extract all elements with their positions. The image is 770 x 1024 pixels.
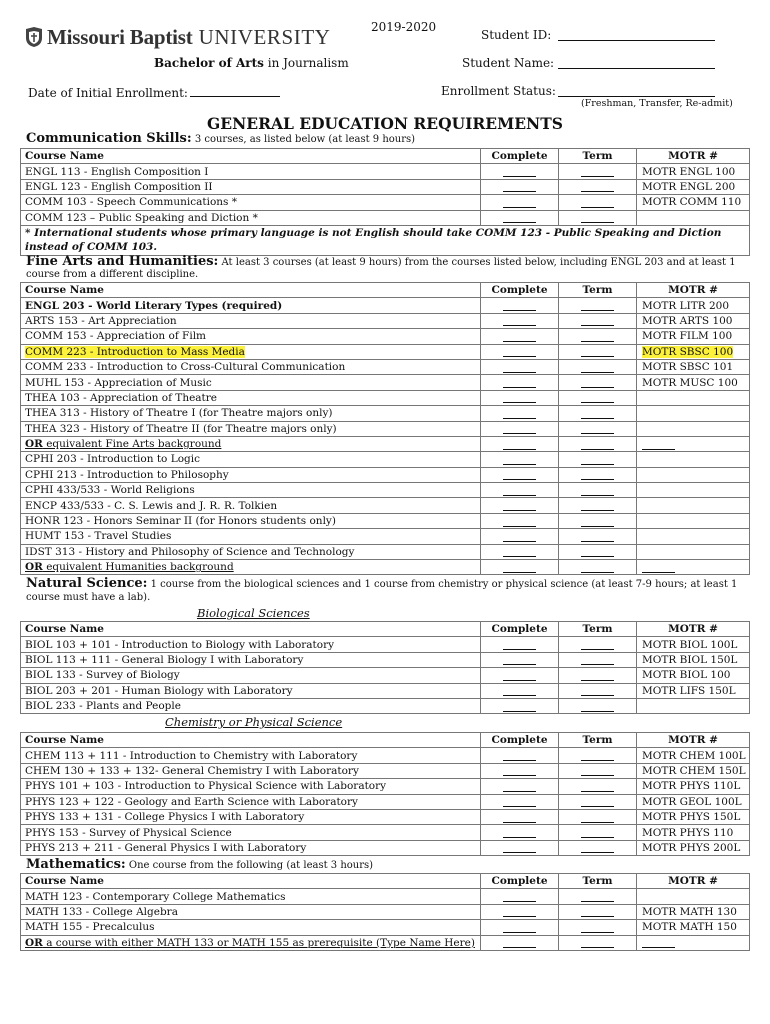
motr-cell [637, 210, 750, 225]
complete-cell[interactable] [481, 513, 559, 528]
complete-cell[interactable] [481, 359, 559, 374]
fine-arts-title: Fine Arts and Humanities: [26, 254, 219, 269]
complete-cell[interactable] [481, 825, 559, 840]
motr-cell: MOTR BIOL 100L [637, 637, 750, 652]
table-row [21, 763, 750, 778]
table-row [21, 375, 750, 390]
university-seal-icon [24, 26, 44, 48]
course-name: PHYS 123 + 122 - Geology and Earth Science with Laboratory [21, 794, 481, 809]
term-cell[interactable] [559, 179, 637, 194]
term-cell[interactable] [559, 529, 637, 544]
mathematics-table [20, 873, 750, 951]
table-row [21, 498, 750, 513]
complete-cell[interactable] [481, 179, 559, 194]
complete-cell[interactable] [481, 436, 559, 451]
motr-cell: MOTR ENGL 100 [637, 164, 750, 179]
course-name: COMM 123 – Public Speaking and Diction * [21, 210, 481, 225]
term-cell[interactable] [559, 779, 637, 794]
table-row [21, 840, 750, 855]
motr-cell: MOTR BIOL 150L [637, 652, 750, 667]
fine-arts-section-title [26, 254, 736, 269]
table-row [21, 313, 750, 328]
degree-bold: Bachelor of Arts [154, 56, 264, 70]
complete-cell[interactable] [481, 195, 559, 210]
course-name: BIOL 133 - Survey of Biology [21, 668, 481, 683]
header-motr: MOTR # [637, 149, 750, 164]
motr-cell: MOTR BIOL 100 [637, 668, 750, 683]
term-cell[interactable] [559, 652, 637, 667]
communication-section-title [26, 131, 415, 146]
or-option-text: equivalent Humanities background [42, 561, 234, 574]
term-cell[interactable] [559, 544, 637, 559]
term-cell[interactable] [559, 904, 637, 919]
course-name: BIOL 203 + 201 - Human Biology with Laboratory [21, 683, 481, 698]
term-cell[interactable] [559, 513, 637, 528]
term-cell[interactable] [559, 313, 637, 328]
biology-table [20, 621, 750, 714]
complete-cell[interactable] [481, 529, 559, 544]
complete-cell[interactable] [481, 698, 559, 713]
or-text: OR [25, 936, 43, 949]
course-name: CHEM 130 + 133 + 132- General Chemistry I with Laboratory [21, 763, 481, 778]
header-course: Course Name [21, 733, 481, 748]
course-name: PHYS 101 + 103 - Introduction to Physical Science with Laboratory [21, 779, 481, 794]
logo-text-university: UNIVERSITY [198, 24, 331, 49]
motr-cell: MOTR PHYS 110 [637, 825, 750, 840]
term-cell[interactable] [559, 889, 637, 904]
initial-enrollment-label: Date of Initial Enrollment: [28, 86, 188, 100]
mathematics-desc: One course from the following (at least 3 hours) [125, 860, 374, 871]
table-row [21, 683, 750, 698]
course-name: HONR 123 - Honors Seminar II (for Honors students only) [21, 513, 481, 528]
enrollment-status-label: Enrollment Status: [441, 84, 556, 98]
biological-sciences-heading: Biological Sciences [197, 606, 310, 620]
note-line-1: * International students whose primary language is not English should take COMM 123 - Public Speaking and Diction [25, 227, 722, 240]
header-complete: Complete [481, 733, 559, 748]
or-option-text: equivalent Fine Arts background [42, 438, 222, 451]
course-name: ENGL 123 - English Composition II [21, 179, 481, 194]
term-cell[interactable] [559, 809, 637, 824]
fine-arts-desc-cont: course from a different discipline. [26, 269, 199, 280]
course-name: ARTS 153 - Art Appreciation [21, 313, 481, 328]
table-row [21, 164, 750, 179]
complete-cell[interactable] [481, 935, 559, 950]
international-note [21, 225, 750, 255]
table-row [21, 513, 750, 528]
header-complete: Complete [481, 622, 559, 637]
table-row [21, 210, 750, 225]
highlighted-course-text: COMM 223 - Introduction to Mass Media [25, 345, 245, 358]
natural-science-desc: 1 course from the biological sciences and 1 course from chemistry or physical science (at least 7-9 hours; at least 1 [147, 579, 738, 590]
mathematics-title: Mathematics: [26, 857, 126, 872]
motr-cell: MOTR GEOL 100L [637, 794, 750, 809]
complete-cell[interactable] [481, 375, 559, 390]
motr-cell: MOTR PHYS 200L [637, 840, 750, 855]
table-row [21, 889, 750, 904]
course-name: HUMT 153 - Travel Studies [21, 529, 481, 544]
natural-science-desc-cont: course must have a lab). [26, 592, 151, 603]
motr-cell [637, 452, 750, 467]
motr-cell [637, 498, 750, 513]
complete-cell[interactable] [481, 904, 559, 919]
header-complete: Complete [481, 283, 559, 298]
course-name: ENGL 113 - English Composition I [21, 164, 481, 179]
term-cell[interactable] [559, 164, 637, 179]
course-name: THEA 103 - Appreciation of Theatre [21, 390, 481, 405]
complete-cell[interactable] [481, 344, 559, 359]
motr-cell: MOTR LIFS 150L [637, 683, 750, 698]
table-row [21, 406, 750, 421]
complete-cell[interactable] [481, 406, 559, 421]
motr-cell [637, 421, 750, 436]
course-name: COMM 153 - Appreciation of Film [21, 329, 481, 344]
header-complete: Complete [481, 874, 559, 889]
table-row [21, 920, 750, 935]
complete-cell[interactable] [481, 668, 559, 683]
term-cell[interactable] [559, 467, 637, 482]
initial-enrollment-field[interactable] [190, 84, 280, 97]
motr-cell: MOTR COMM 110 [637, 195, 750, 210]
complete-cell[interactable] [481, 329, 559, 344]
course-name: MUHL 153 - Appreciation of Music [21, 375, 481, 390]
table-row [21, 179, 750, 194]
header-course: Course Name [21, 874, 481, 889]
motr-cell [637, 529, 750, 544]
complete-cell[interactable] [481, 889, 559, 904]
motr-cell [637, 889, 750, 904]
header-motr: MOTR # [637, 283, 750, 298]
complete-cell[interactable] [481, 779, 559, 794]
course-name: THEA 313 - History of Theatre I (for Theatre majors only) [21, 406, 481, 421]
communication-table [20, 148, 750, 256]
course-name: CPHI 213 - Introduction to Philosophy [21, 467, 481, 482]
motr-cell: MOTR MATH 130 [637, 904, 750, 919]
student-name-label: Student Name: [462, 56, 555, 70]
table-row [21, 904, 750, 919]
motr-cell: MOTR PHYS 110L [637, 779, 750, 794]
or-mathematics [21, 935, 481, 950]
course-name-highlighted [21, 344, 481, 359]
note-line-2: instead of COMM 103. [25, 241, 158, 254]
complete-cell[interactable] [481, 298, 559, 313]
table-row [21, 560, 750, 575]
table-header-row [21, 149, 750, 164]
course-name: PHYS 133 + 131 - College Physics I with Laboratory [21, 809, 481, 824]
term-cell[interactable] [559, 698, 637, 713]
table-row [21, 452, 750, 467]
motr-cell [637, 406, 750, 421]
table-row [21, 825, 750, 840]
enrollment-status-hint: (Freshman, Transfer, Re-admit) [581, 98, 733, 109]
table-row [21, 779, 750, 794]
term-cell[interactable] [559, 763, 637, 778]
table-row [21, 748, 750, 763]
communication-desc: 3 courses, as listed below (at least 9 hours) [191, 134, 416, 145]
table-row [21, 668, 750, 683]
term-cell[interactable] [559, 840, 637, 855]
term-cell[interactable] [559, 436, 637, 451]
term-cell[interactable] [559, 560, 637, 575]
or-option-text: a course with either MATH 133 or MATH 155 as prerequisite (Type Name Here) [42, 936, 475, 949]
term-cell[interactable] [559, 668, 637, 683]
header-course: Course Name [21, 149, 481, 164]
motr-cell: MOTR FILM 100 [637, 329, 750, 344]
header-term: Term [559, 622, 637, 637]
complete-cell[interactable] [481, 920, 559, 935]
course-name: PHYS 153 - Survey of Physical Science [21, 825, 481, 840]
term-cell[interactable] [559, 298, 637, 313]
table-row [21, 359, 750, 374]
motr-cell[interactable] [637, 436, 750, 451]
term-cell[interactable] [559, 406, 637, 421]
term-cell[interactable] [559, 329, 637, 344]
or-text: OR [25, 561, 43, 574]
motr-cell-highlighted [637, 344, 750, 359]
motr-cell[interactable] [637, 935, 750, 950]
header-motr: MOTR # [637, 733, 750, 748]
degree-rest: in Journalism [263, 56, 349, 70]
enrollment-status-field[interactable] [558, 84, 715, 97]
student-name-field[interactable] [558, 56, 715, 69]
header-course: Course Name [21, 622, 481, 637]
term-cell[interactable] [559, 498, 637, 513]
term-cell[interactable] [559, 421, 637, 436]
course-name: CHEM 113 + 111 - Introduction to Chemistry with Laboratory [21, 748, 481, 763]
table-row [21, 529, 750, 544]
or-humanities [21, 560, 481, 575]
table-row [21, 436, 750, 451]
complete-cell[interactable] [481, 390, 559, 405]
table-header-row [21, 622, 750, 637]
course-name: ENCP 433/533 - C. S. Lewis and J. R. R. Tolkien [21, 498, 481, 513]
header-motr: MOTR # [637, 874, 750, 889]
academic-year: 2019-2020 [371, 20, 437, 34]
term-cell[interactable] [559, 683, 637, 698]
motr-cell [637, 483, 750, 498]
header-term: Term [559, 283, 637, 298]
header-course: Course Name [21, 283, 481, 298]
complete-cell[interactable] [481, 452, 559, 467]
course-name: CPHI 433/533 - World Religions [21, 483, 481, 498]
motr-cell: MOTR CHEM 150L [637, 763, 750, 778]
complete-cell[interactable] [481, 794, 559, 809]
or-fine-arts [21, 436, 481, 451]
course-name: MATH 123 - Contemporary College Mathematics [21, 889, 481, 904]
course-name: MATH 133 - College Algebra [21, 904, 481, 919]
motr-cell: MOTR MATH 150 [637, 920, 750, 935]
motr-cell [637, 513, 750, 528]
mathematics-section-title [26, 857, 373, 872]
header-motr: MOTR # [637, 622, 750, 637]
header-term: Term [559, 149, 637, 164]
natural-science-section-title [26, 576, 737, 591]
fine-arts-desc: At least 3 courses (at least 9 hours) from the courses listed below, including ENGL 203 and at least 1 [218, 257, 736, 268]
student-id-label: Student ID: [481, 28, 552, 42]
complete-cell[interactable] [481, 763, 559, 778]
course-name: COMM 233 - Introduction to Cross-Cultural Communication [21, 359, 481, 374]
communication-title: Communication Skills: [26, 131, 192, 146]
header-term: Term [559, 874, 637, 889]
term-cell[interactable] [559, 359, 637, 374]
course-name: PHYS 213 + 211 - General Physics I with Laboratory [21, 840, 481, 855]
table-header-row [21, 733, 750, 748]
motr-cell [637, 698, 750, 713]
highlighted-motr-text: MOTR SBSC 100 [642, 345, 734, 358]
term-cell[interactable] [559, 920, 637, 935]
motr-cell [637, 544, 750, 559]
term-cell[interactable] [559, 210, 637, 225]
natural-science-title: Natural Science: [26, 576, 148, 591]
fine-arts-table [20, 282, 750, 575]
complete-cell[interactable] [481, 164, 559, 179]
course-name: COMM 103 - Speech Communications * [21, 195, 481, 210]
motr-cell: MOTR SBSC 101 [637, 359, 750, 374]
course-name: BIOL 233 - Plants and People [21, 698, 481, 713]
course-name: ENGL 203 - World Literary Types (required) [21, 298, 481, 313]
course-name: IDST 313 - History and Philosophy of Science and Technology [21, 544, 481, 559]
table-header-row [21, 874, 750, 889]
table-row [21, 809, 750, 824]
complete-cell[interactable] [481, 467, 559, 482]
university-logo [24, 24, 331, 50]
table-row [21, 467, 750, 482]
motr-cell[interactable] [637, 560, 750, 575]
term-cell[interactable] [559, 748, 637, 763]
note-row [21, 225, 750, 255]
table-row [21, 794, 750, 809]
table-row [21, 421, 750, 436]
complete-cell[interactable] [481, 483, 559, 498]
table-row [21, 698, 750, 713]
course-name: BIOL 103 + 101 - Introduction to Biology with Laboratory [21, 637, 481, 652]
table-row [21, 483, 750, 498]
table-row [21, 329, 750, 344]
term-cell[interactable] [559, 637, 637, 652]
term-cell[interactable] [559, 935, 637, 950]
course-name: BIOL 113 + 111 - General Biology I with Laboratory [21, 652, 481, 667]
course-name: MATH 155 - Precalculus [21, 920, 481, 935]
complete-cell[interactable] [481, 748, 559, 763]
term-cell[interactable] [559, 375, 637, 390]
term-cell[interactable] [559, 390, 637, 405]
table-row [21, 298, 750, 313]
motr-cell [637, 467, 750, 482]
chemistry-physical-heading: Chemistry or Physical Science [165, 715, 343, 729]
motr-cell: MOTR ARTS 100 [637, 313, 750, 328]
table-row [21, 637, 750, 652]
complete-cell[interactable] [481, 683, 559, 698]
motr-cell: MOTR MUSC 100 [637, 375, 750, 390]
or-text: OR [25, 438, 43, 451]
complete-cell[interactable] [481, 421, 559, 436]
term-cell[interactable] [559, 452, 637, 467]
complete-cell[interactable] [481, 840, 559, 855]
table-row [21, 195, 750, 210]
term-cell[interactable] [559, 483, 637, 498]
table-row [21, 390, 750, 405]
table-row [21, 544, 750, 559]
term-cell[interactable] [559, 794, 637, 809]
chemistry-table [20, 732, 750, 856]
complete-cell[interactable] [481, 560, 559, 575]
motr-cell: MOTR LITR 200 [637, 298, 750, 313]
course-name: CPHI 203 - Introduction to Logic [21, 452, 481, 467]
header-complete: Complete [481, 149, 559, 164]
course-name: THEA 323 - History of Theatre II (for Theatre majors only) [21, 421, 481, 436]
table-row [21, 652, 750, 667]
complete-cell[interactable] [481, 809, 559, 824]
complete-cell[interactable] [481, 313, 559, 328]
complete-cell[interactable] [481, 652, 559, 667]
motr-cell: MOTR PHYS 150L [637, 809, 750, 824]
complete-cell[interactable] [481, 498, 559, 513]
motr-cell: MOTR ENGL 200 [637, 179, 750, 194]
complete-cell[interactable] [481, 637, 559, 652]
table-row [21, 344, 750, 359]
page-title: GENERAL EDUCATION REQUIREMENTS [207, 114, 563, 133]
degree-title [154, 56, 349, 70]
table-row [21, 935, 750, 950]
student-id-field[interactable] [558, 28, 715, 41]
complete-cell[interactable] [481, 210, 559, 225]
complete-cell[interactable] [481, 544, 559, 559]
header-term: Term [559, 733, 637, 748]
motr-cell: MOTR CHEM 100L [637, 748, 750, 763]
motr-cell [637, 390, 750, 405]
table-header-row [21, 283, 750, 298]
term-cell[interactable] [559, 825, 637, 840]
term-cell[interactable] [559, 344, 637, 359]
logo-text-name: Missouri Baptist [47, 24, 193, 49]
term-cell[interactable] [559, 195, 637, 210]
